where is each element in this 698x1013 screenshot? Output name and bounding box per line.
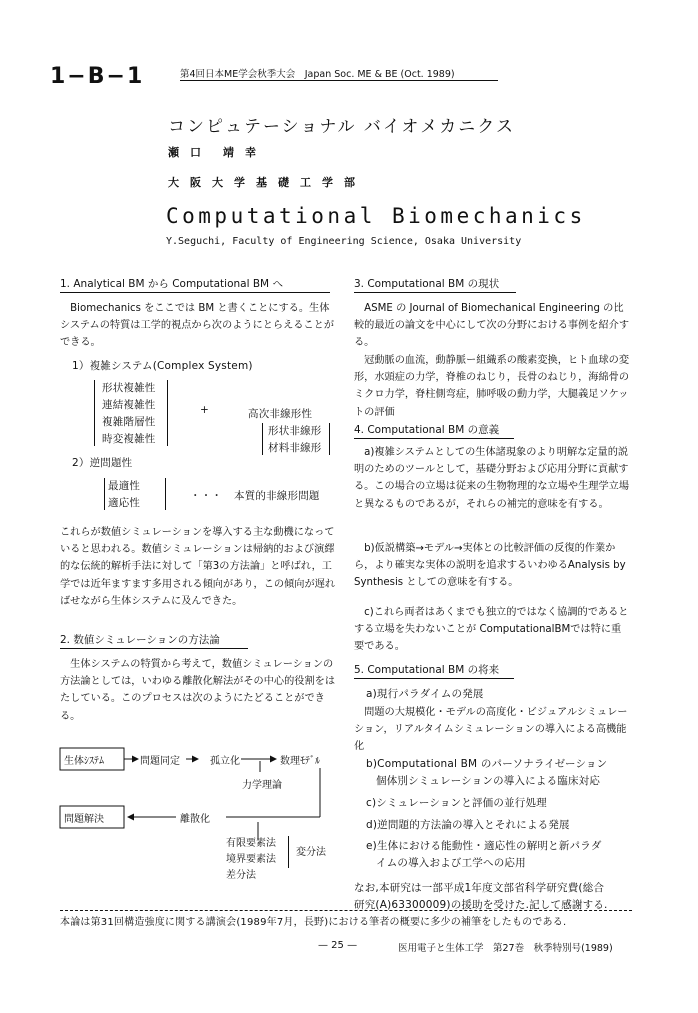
- title-jp: コンピュテーショナル バイオメカニクス: [168, 117, 516, 137]
- section5-heading: 5. Computational BM の将来: [354, 662, 514, 679]
- section4-b: b)仮説構築→モデル→実体との比較評価の反復的作業から，より確実な実体の説明を追求するいわゆるAnalysis by Synthesis としての意味を有する。: [354, 543, 626, 589]
- nonlinear-heading: 高次非線形性: [248, 408, 313, 420]
- flow-bem: 境界要素法: [226, 854, 276, 865]
- section3-heading: 3. Computational BM の現状: [354, 276, 516, 293]
- acknowledgement-line2: 研究(A)63300009)の援助を受けた.記して感謝する.: [354, 899, 608, 911]
- conference-line: 第4回日本ME学会秋季大会 Japan Soc. ME & BE (Oct. 1989): [180, 69, 455, 80]
- journal-info: 医用電子と生体工学 第27巻 秋季特別号(1989): [398, 943, 613, 954]
- flow-discretization: 離散化: [180, 814, 210, 825]
- author-en: Y.Seguchi, Faculty of Engineering Science, Osaka University: [166, 236, 522, 247]
- section2-heading: 2. 数値シミュレーションの方法論: [60, 632, 248, 649]
- section2-paragraph: 生体システムの特質から考えて，数値シミュレーションの方法論としては，いわゆる離散化解法がその中心的役割をはたしている。このプロセスは次のようにたどることができる。: [60, 659, 336, 722]
- section1-paragraph2: これらが数値シミュレーションを導入する主な動機になっていると思われる。数値シミュレーションは帰納的および演繹的な伝統的解析手法に対して「第3の方法論」と呼ばれ，工学では近年ますます多用される傾向があり，この傾向が遅ればせながら生体システムに及んできた。: [60, 527, 336, 607]
- complex-item: 複雑階層性: [102, 416, 156, 428]
- section3-paragraph2: 冠動脈の血流，動静脈ー組織系の酸素変換，ヒト血球の変形，水頭症の力学，脊椎のねじり，長骨のねじり，海綿骨のミクロ力学，脊柱側弯症，肺呼吸の動力学，大腿義足ソケットの評価: [354, 355, 630, 418]
- section3-paragraph1: ASME の Journal of Biomechanical Engineering の比較的最近の論文を中心にして次の分野における事例を紹介する。: [354, 303, 630, 349]
- footnote-rule: [60, 910, 632, 911]
- nonlinear-item: 形状非線形: [268, 425, 322, 437]
- plus-sign: +: [200, 404, 209, 416]
- section5-e-heading: e)生体における能動性・適応性の解明と新パラダ: [366, 840, 602, 852]
- item-complex-system: 1）複雑システム(Complex System): [72, 360, 253, 372]
- section5-e-body: イムの導入および工学への応用: [376, 857, 526, 869]
- flow-math-model: 数理ﾓﾃﾞﾙ: [280, 756, 320, 767]
- complex-item: 連結複雑性: [102, 399, 156, 411]
- section5-b-body: 個体別シミュレーションの導入による臨床対応: [376, 775, 601, 787]
- inverse-item: 最適性: [108, 480, 141, 492]
- section5-c: c)シミュレーションと評価の並行処理: [366, 797, 547, 809]
- author-jp: 瀬 口 靖 幸: [168, 146, 256, 159]
- section4-c: c)これら両者はあくまでも独立的ではなく協調的であるとする立場を失わないことが ComputationalBMでは特に重要である。: [354, 607, 629, 653]
- ellipsis: ・・・: [190, 490, 223, 502]
- flow-variational: 変分法: [296, 847, 326, 858]
- nonlinear-item: 材料非線形: [268, 442, 322, 454]
- affiliation-jp: 大 阪 大 学 基 礎 工 学 部: [168, 176, 355, 189]
- header-rule: [180, 80, 498, 81]
- section5-d: d)逆問題的方法論の導入とそれによる発展: [366, 819, 570, 831]
- item-inverse-problem: 2）逆問題性: [72, 457, 133, 469]
- flow-mechanics-theory: 力学理論: [242, 780, 282, 791]
- section4-heading: 4. Computational BM の意義: [354, 422, 514, 439]
- section5-a-heading: a)現行パラダイムの発展: [366, 688, 484, 700]
- inverse-item: 適応性: [108, 497, 141, 509]
- title-en: Computational Biomechanics: [166, 204, 586, 228]
- complex-item: 形状複雑性: [102, 382, 156, 394]
- flow-problem-solution: 問題解決: [64, 814, 104, 825]
- essential-nonlinear: 本質的非線形問題: [234, 490, 320, 502]
- footnote: 本論は第31回構造強度に関する講演会(1989年7月，長野)における筆者の概要に多少の補筆をしたものである.: [60, 917, 567, 928]
- section5-a-body: 問題の大規模化・モデルの高度化・ビジュアルシミュレーション，リアルタイムシミュレーションの導入による高機能化: [354, 707, 628, 753]
- section1-heading: 1. Analytical BM から Computational BM へ: [60, 276, 330, 293]
- paper-id: 1−B−1: [50, 64, 145, 89]
- flow-bio-system: 生体ｼｽﾃﾑ: [64, 756, 104, 767]
- flow-fem: 有限要素法: [226, 838, 276, 849]
- page-number: — 25 —: [318, 940, 358, 951]
- flow-fdm: 差分法: [226, 870, 256, 881]
- section5-b-heading: b)Computational BM のパーソナライゼーション: [366, 758, 608, 770]
- flow-isolation: 孤立化: [210, 756, 240, 767]
- section1-intro: Biomechanics をここでは BM と書くことにする。生体システムの特質は工学的視点から次のようにとらえることができる。: [60, 303, 335, 349]
- flow-problem-identification: 問題同定: [140, 756, 180, 767]
- section4-a: a)複雑システムとしての生体諸現象のより明解な定量的説明のためのツールとして，基礎分野および応用分野に貢献する。この場合の立場は従来の生物物理的な立場や生理学立場と異なるものであるが，それらの補完的意味を有する。: [354, 447, 630, 510]
- complex-item: 時変複雑性: [102, 433, 156, 445]
- acknowledgement-line1: なお,本研究は一部平成1年度文部省科学研究費(総合: [354, 882, 605, 894]
